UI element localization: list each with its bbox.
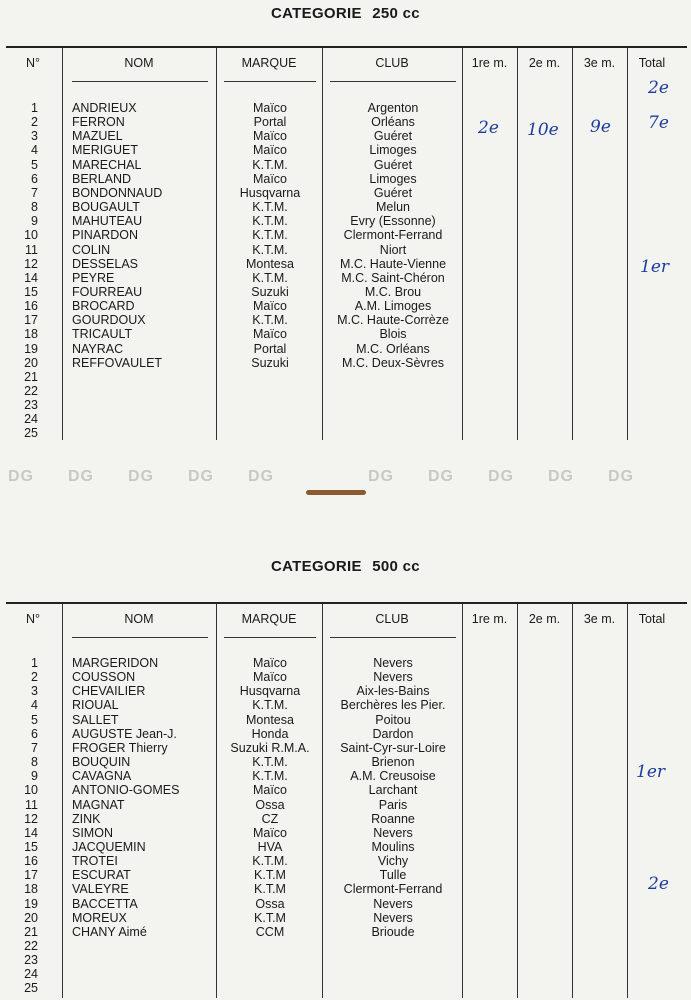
row-club: Nevers (373, 910, 413, 925)
table-top-rule (6, 46, 687, 48)
row-club: Vichy (377, 854, 409, 869)
table-row (0, 769, 691, 783)
table-row (0, 243, 691, 257)
header-marque: MARQUE (241, 56, 297, 70)
table-row (0, 398, 691, 412)
row-num: 12 (24, 256, 38, 271)
table-row (0, 882, 691, 896)
watermark-mark: DG (368, 468, 394, 485)
header-underline (72, 637, 208, 638)
header-club: CLUB (375, 612, 409, 626)
row-num: 20 (24, 355, 38, 370)
row-marque: K.T.M (254, 868, 286, 883)
table-row (0, 911, 691, 925)
row-nom: PINARDON (72, 228, 138, 243)
row-marque: Maïco (252, 670, 288, 685)
handwritten-note: 7e (648, 113, 669, 133)
row-marque: Maïco (252, 171, 288, 186)
row-club: Brioude (371, 924, 415, 939)
row-nom: TROTEI (72, 854, 118, 869)
row-nom: MAHUTEAU (72, 214, 143, 229)
row-marque: K.T.M. (252, 270, 288, 285)
row-club: Brienon (371, 755, 415, 770)
row-nom: BERLAND (72, 171, 132, 186)
row-num: 11 (25, 242, 38, 257)
row-club: Orléans (371, 115, 415, 130)
row-num: 24 (24, 967, 38, 982)
row-nom: COLIN (72, 242, 111, 257)
row-num: 14 (24, 270, 38, 285)
table-row (0, 299, 691, 313)
row-num: 6 (31, 171, 38, 186)
row-nom: CAVAGNA (72, 769, 132, 784)
table-row (0, 412, 691, 426)
section-title (0, 558, 691, 575)
row-nom: BOUGAULT (72, 200, 140, 215)
header-marque: MARQUE (241, 612, 297, 626)
row-marque: K.T.M. (252, 157, 288, 172)
row-club: Limoges (369, 171, 417, 186)
row-club: Berchères les Pier. (340, 698, 446, 713)
row-num: 3 (31, 684, 38, 699)
row-nom: NAYRAC (72, 341, 124, 356)
row-nom: SALLET (72, 712, 119, 727)
row-marque: Portal (253, 341, 287, 356)
row-marque: K.T.M. (252, 854, 288, 869)
watermark-mark: DG (248, 468, 274, 485)
row-club: Dardon (372, 726, 414, 741)
watermark-mark: DG (488, 468, 514, 485)
row-club: Nevers (373, 896, 413, 911)
table-row (0, 370, 691, 384)
row-marque: K.T.M. (252, 200, 288, 215)
row-nom: MARECHAL (72, 157, 142, 172)
header-num: N° (25, 56, 41, 70)
row-num: 3 (31, 129, 38, 144)
table-row (0, 158, 691, 172)
table-row (0, 200, 691, 214)
row-marque: K.T.M (254, 910, 286, 925)
table-top-rule (6, 602, 687, 604)
row-marque: HVA (257, 839, 283, 854)
staple-mark (306, 490, 366, 495)
row-club: Saint-Cyr-sur-Loire (340, 740, 446, 755)
table-row (0, 115, 691, 129)
table-row (0, 228, 691, 242)
row-num: 22 (24, 939, 38, 953)
handwritten-note: 2e (648, 78, 669, 98)
row-marque: Maïco (252, 327, 288, 342)
row-marque: CZ (261, 811, 279, 826)
row-marque: Maïco (252, 101, 288, 115)
row-marque: Suzuki R.M.A. (230, 740, 310, 755)
row-nom: GOURDOUX (72, 313, 146, 328)
table-row (0, 826, 691, 840)
table-row (0, 186, 691, 200)
row-nom: PEYRE (72, 270, 115, 285)
row-nom: JACQUEMIN (72, 839, 146, 854)
row-num: 16 (24, 854, 38, 869)
row-club: Clermont-Ferrand (343, 882, 443, 897)
row-club: A.M. Limoges (354, 299, 432, 314)
row-club: Aix-les-Bains (356, 684, 430, 699)
row-num: 9 (31, 214, 38, 229)
row-num: 12 (24, 811, 38, 826)
table-row (0, 939, 691, 953)
row-nom: CHANY Aimé (72, 924, 147, 939)
row-marque: Maïco (252, 783, 288, 798)
header-num: N° (25, 612, 41, 626)
header-underline (330, 637, 456, 638)
table-row (0, 143, 691, 157)
row-club: M.C. Haute-Corrèze (337, 313, 449, 328)
row-num: 18 (24, 327, 38, 342)
row-num: 23 (24, 398, 38, 413)
row-num: 5 (31, 157, 38, 172)
row-club: Clermont-Ferrand (343, 228, 443, 243)
row-num: 19 (24, 896, 38, 911)
row-num: 25 (24, 981, 38, 996)
row-club: Nevers (373, 670, 413, 685)
row-marque: Maïco (252, 143, 288, 158)
row-nom: BONDONNAUD (72, 185, 163, 200)
table-row (0, 755, 691, 769)
table-row (0, 285, 691, 299)
row-nom: MARGERIDON (72, 656, 159, 670)
header-m1: 1re m. (471, 56, 508, 70)
watermark-mark: DG (548, 468, 574, 485)
table-row (0, 356, 691, 370)
title-label: CATEGORIE (271, 5, 362, 22)
row-marque: Montesa (246, 256, 294, 271)
row-nom: MAZUEL (72, 129, 123, 144)
table-row (0, 384, 691, 398)
table-row (0, 868, 691, 882)
watermark-mark: DG (128, 468, 154, 485)
table-row (0, 101, 691, 115)
watermark-mark: DG (68, 468, 94, 485)
row-num: 11 (25, 797, 38, 812)
row-num: 7 (31, 185, 38, 200)
row-marque: Ossa (255, 797, 285, 812)
header-m2: 2e m. (528, 612, 561, 626)
row-marque: K.T.M. (252, 214, 288, 229)
table-row (0, 854, 691, 868)
row-num: 8 (31, 200, 38, 215)
table-row (0, 727, 691, 741)
table-row (0, 713, 691, 727)
row-marque: Husqvarna (239, 185, 301, 200)
row-num: 2 (31, 670, 38, 685)
row-num: 24 (24, 412, 38, 427)
row-club: Tulle (379, 868, 407, 883)
row-club: Limoges (369, 143, 417, 158)
row-nom: REFFOVAULET (72, 355, 163, 370)
row-marque: Maïco (252, 825, 288, 840)
row-num: 18 (24, 882, 38, 897)
row-marque: Maïco (252, 656, 288, 670)
header-m1: 1re m. (471, 612, 508, 626)
row-nom: BACCETTA (72, 896, 138, 911)
row-num: 15 (24, 839, 38, 854)
header-underline (224, 81, 316, 82)
row-club: Nevers (373, 825, 413, 840)
table-row (0, 840, 691, 854)
row-club: Guéret (373, 157, 413, 172)
table-row (0, 313, 691, 327)
header-total: Total (638, 56, 666, 70)
row-nom: MAGNAT (72, 797, 125, 812)
row-club: M.C. Saint-Chéron (341, 270, 445, 285)
header-club: CLUB (375, 56, 409, 70)
row-num: 7 (31, 740, 38, 755)
row-marque: K.T.M. (252, 755, 288, 770)
row-num: 22 (24, 384, 38, 398)
row-nom: TRICAULT (72, 327, 133, 342)
row-marque: Husqvarna (239, 684, 301, 699)
row-nom: ESCURAT (72, 868, 131, 883)
row-num: 10 (24, 228, 38, 243)
table-row (0, 327, 691, 341)
row-marque: Ossa (255, 896, 285, 911)
row-nom: ANTONIO-GOMES (72, 783, 180, 798)
table-row (0, 783, 691, 797)
row-club: Niort (379, 242, 407, 257)
table-row (0, 812, 691, 826)
row-marque: Maïco (252, 299, 288, 314)
row-num: 5 (31, 712, 38, 727)
row-nom: FROGER Thierry (72, 740, 168, 755)
row-num: 4 (31, 143, 38, 158)
handwritten-note: 10e (527, 120, 559, 140)
table-row (0, 981, 691, 995)
row-club: Guéret (373, 185, 413, 200)
row-num: 20 (24, 910, 38, 925)
table-row (0, 129, 691, 143)
row-marque: Honda (251, 726, 289, 741)
row-club: Melun (375, 200, 411, 215)
row-nom: SIMON (72, 825, 113, 840)
watermark-mark: DG (428, 468, 454, 485)
table-row (0, 214, 691, 228)
table-row (0, 741, 691, 755)
watermark-mark: DG (8, 468, 34, 485)
row-nom: BOUQUIN (72, 755, 131, 770)
row-club: M.C. Deux-Sèvres (341, 355, 445, 370)
handwritten-note: 1er (640, 257, 670, 277)
header-total: Total (638, 612, 666, 626)
row-nom: MERIGUET (72, 143, 138, 158)
row-nom: COUSSON (72, 670, 136, 685)
table-row (0, 798, 691, 812)
row-club: Nevers (373, 656, 413, 670)
table-row (0, 925, 691, 939)
table-row (0, 897, 691, 911)
row-nom: ANDRIEUX (72, 101, 137, 115)
row-marque: Montesa (246, 712, 294, 727)
row-num: 1 (31, 101, 38, 115)
row-marque: Suzuki (251, 355, 289, 370)
handwritten-note: 9e (590, 117, 611, 137)
row-club: Roanne (371, 811, 415, 826)
row-club: Larchant (368, 783, 418, 798)
header-underline (330, 81, 456, 82)
row-num: 16 (24, 299, 38, 314)
title-cc: 250 cc (372, 5, 420, 22)
row-num: 19 (24, 341, 38, 356)
row-marque: Maïco (252, 129, 288, 144)
handwritten-note: 2e (648, 874, 669, 894)
handwritten-note: 1er (636, 762, 666, 782)
row-num: 10 (24, 783, 38, 798)
table-row (0, 257, 691, 271)
row-num: 1 (31, 656, 38, 670)
row-marque: K.T.M. (252, 313, 288, 328)
table-row (0, 967, 691, 981)
row-club: M.C. Haute-Vienne (339, 256, 447, 271)
row-marque: K.T.M (254, 882, 286, 897)
row-num: 15 (24, 284, 38, 299)
row-num: 25 (24, 426, 38, 441)
row-num: 21 (24, 369, 38, 384)
table-row (0, 271, 691, 285)
row-num: 21 (24, 924, 38, 939)
title-label: CATEGORIE (271, 558, 362, 575)
row-num: 8 (31, 755, 38, 770)
row-nom: FOURREAU (72, 284, 143, 299)
section-title (0, 5, 691, 22)
row-club: Moulins (371, 839, 415, 854)
row-num: 23 (24, 953, 38, 968)
row-num: 17 (24, 313, 38, 328)
row-nom: DESSELAS (72, 256, 139, 271)
row-num: 17 (24, 868, 38, 883)
header-nom: NOM (124, 56, 154, 70)
row-club: Paris (378, 797, 408, 812)
header-m3: 3e m. (583, 612, 616, 626)
row-marque: K.T.M. (252, 698, 288, 713)
row-nom: AUGUSTE Jean-J. (72, 726, 177, 741)
row-club: Poitou (375, 712, 411, 727)
header-m2: 2e m. (528, 56, 561, 70)
row-num: 4 (31, 698, 38, 713)
row-club: A.M. Creusoise (350, 769, 436, 784)
row-num: 9 (31, 769, 38, 784)
header-underline (72, 81, 208, 82)
table-row (0, 342, 691, 356)
row-club: Argenton (367, 101, 419, 115)
row-nom: CHEVAILIER (72, 684, 146, 699)
table-row (0, 698, 691, 712)
row-club: Guéret (373, 129, 413, 144)
row-marque: K.T.M. (252, 242, 288, 257)
table-row (0, 426, 691, 440)
handwritten-note: 2e (478, 118, 499, 138)
row-nom: ZINK (72, 811, 101, 826)
header-underline (224, 637, 316, 638)
header-m3: 3e m. (583, 56, 616, 70)
row-nom: VALEYRE (72, 882, 129, 897)
table-row (0, 670, 691, 684)
row-club: Evry (Essonne) (350, 214, 436, 229)
header-nom: NOM (124, 612, 154, 626)
row-nom: MOREUX (72, 910, 127, 925)
watermark-mark: DG (188, 468, 214, 485)
row-marque: K.T.M. (252, 228, 288, 243)
table-row (0, 656, 691, 670)
title-cc: 500 cc (372, 558, 420, 575)
row-marque: K.T.M. (252, 769, 288, 784)
row-nom: FERRON (72, 115, 125, 130)
row-marque: Suzuki (251, 284, 289, 299)
table-row (0, 684, 691, 698)
table-row (0, 953, 691, 967)
table-row (0, 172, 691, 186)
row-club: M.C. Orléans (356, 341, 430, 356)
row-nom: BROCARD (72, 299, 135, 314)
row-num: 14 (24, 825, 38, 840)
row-marque: Portal (253, 115, 287, 130)
row-nom: RIOUAL (72, 698, 119, 713)
watermark-mark: DG (608, 468, 634, 485)
row-marque: CCM (255, 924, 285, 939)
row-num: 2 (31, 115, 38, 130)
row-club: Blois (379, 327, 407, 342)
row-club: M.C. Brou (364, 284, 422, 299)
row-num: 6 (31, 726, 38, 741)
